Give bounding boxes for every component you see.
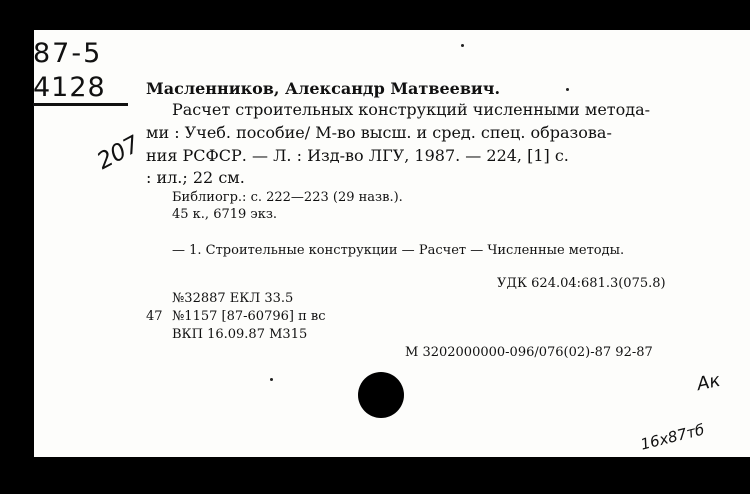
registry-left-number: 47 (146, 309, 163, 324)
registry-line-1: №32887 ЕКЛ 33.5 (172, 291, 294, 306)
title-line-3: ния РСФСР. — Л. : Изд-во ЛГУ, 1987. — 224, [1] с. (146, 146, 569, 165)
title-line-1: Расчет строительных конструкций численными метода- (172, 100, 651, 119)
registry-line-3: ВКП 16.09.87 М315 (172, 327, 308, 342)
speck (566, 88, 569, 91)
shelf-mark-top: 87-5 (33, 38, 103, 69)
handwritten-inventory-note: 207 (93, 131, 144, 175)
author-heading: Масленников, Александр Матвеевич. (146, 79, 501, 98)
speck (461, 44, 464, 47)
registry-line-2: №1157 [87-60796] п вс (172, 309, 326, 324)
title-line-2: ми : Учеб. пособие/ М-во высш. и сред. спец. образова- (146, 123, 612, 142)
price-print-run: 45 к., 6719 экз. (172, 207, 278, 222)
speck (270, 378, 273, 381)
shelf-mark-divider (33, 103, 128, 106)
title-line-4: : ил.; 22 см. (146, 168, 245, 187)
subject-heading: — 1. Строительные конструкции — Расчет — Численные методы. (172, 243, 625, 258)
handwritten-ak-mark: Ак (695, 369, 723, 396)
handwritten-size-note: 16х87тб (638, 420, 707, 454)
punch-hole (358, 372, 404, 418)
udc-code: УДК 624.04:681.3(075.8) (497, 276, 666, 291)
bibliography-note: Библиогр.: с. 222—223 (29 назв.). (172, 190, 403, 205)
shelf-mark-bottom: 4128 (33, 72, 106, 103)
catalog-code: М 3202000000-096/076(02)-87 92-87 (405, 345, 653, 360)
